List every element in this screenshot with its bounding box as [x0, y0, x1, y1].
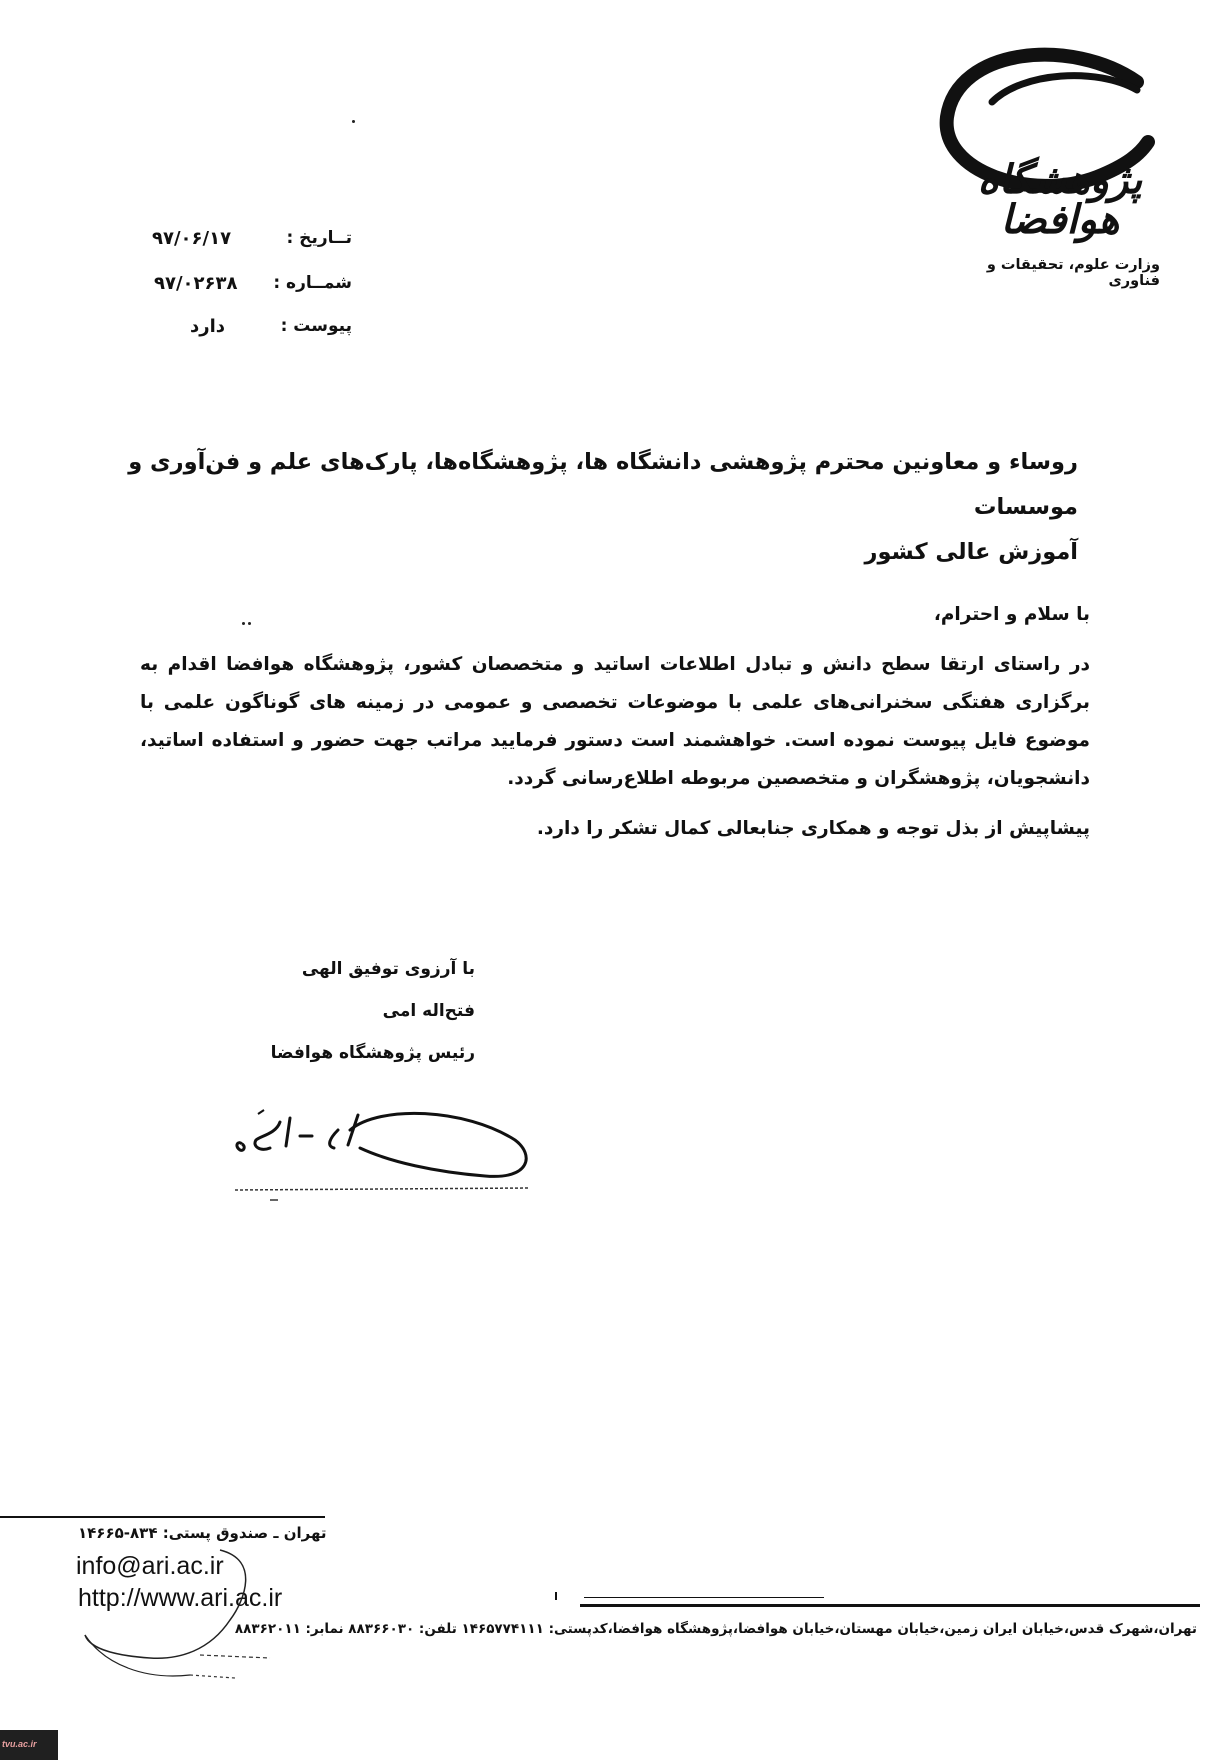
closing-sentence: پیشاپیش از بذل توجه و همکاری جنابعالی کمال تشکر را دارد. — [536, 818, 1090, 839]
footer-email: info@ari.ac.ir — [76, 1552, 224, 1580]
footer-pobox: تهران ـ صندوق پستی: ۸۳۴-۱۴۶۶۵ — [78, 1524, 327, 1542]
recipient-line-2: آموزش عالی کشور — [864, 539, 1078, 565]
footer-divider-left — [0, 1516, 325, 1518]
scan-speck — [352, 120, 355, 123]
date-value: ۹۷/۰۶/۱۷ — [152, 228, 232, 249]
watermark-text: tvu.ac.ir — [2, 1739, 37, 1749]
greeting: با سلام و احترام، — [933, 604, 1090, 625]
signer-title: رئیس پژوهشگاه هوافضا — [270, 1043, 475, 1063]
footer-scribble-icon — [60, 1540, 310, 1690]
recipient-line-1: روساء و معاونین محترم پژوهشی دانشگاه ها، پژوهشگاه‌ها، پارک‌های علم و فن‌آوری و موسسات — [128, 449, 1078, 520]
footer-tick — [555, 1592, 557, 1600]
handwritten-signature-icon — [230, 1100, 535, 1210]
recipient — [128, 440, 1078, 575]
footer-divider-thin — [584, 1597, 824, 1598]
scan-speck — [248, 622, 251, 625]
scan-speck — [242, 622, 245, 625]
signature-block — [225, 948, 475, 1074]
attachment-label: پیوست : — [280, 316, 352, 336]
footer-divider-right — [580, 1604, 1200, 1607]
closing-wish: با آرزوی توفیق الهی — [301, 959, 475, 979]
attachment-value: دارد — [190, 316, 226, 337]
date-row — [152, 228, 352, 258]
logo-text: پژوهشگاه هوافضا — [977, 156, 1143, 243]
number-value: ۹۷/۰۲۶۳۸ — [154, 273, 238, 294]
attachment-row — [152, 316, 352, 346]
footer-website: http://www.ari.ac.ir — [78, 1584, 283, 1612]
body-paragraph: در راستای ارتقا سطح دانش و تبادل اطلاعات اساتید و متخصصان کشور، پژوهشگاه هوافضا اقدام به برگزاری هفتگی سخنرانی‌های علمی با موضوعات تخصصی و عمومی در زمینه های گوناگون علمی با موضوع فایل پیوست نموده است. خواهشمند است دستور فرمایید مراتب جهت حضور و استفاده اساتید، دانشجویان، پژوهشگران و متخصصین مربوطه اطلاع‌رسانی گردد. — [140, 654, 1090, 789]
date-label: تــاریخ : — [286, 228, 352, 248]
number-row — [152, 273, 352, 303]
ministry-name: وزارت علوم، تحقیقات و فناوری — [986, 257, 1160, 289]
footer-address: تهران،شهرک قدس،خیابان ایران زمین،خیابان مهستان،خیابان هوافضا،پژوهشگاه هوافضا،کدپستی: ۱۴۶۵۷۷۴۱۱۱ تلفن: ۸۸۳۶۶۰۳۰ نمابر: ۸۸۳۶۲۰۱۱ — [234, 1621, 1197, 1637]
number-label: شمــاره : — [273, 273, 352, 293]
signer-name: فتح‌اله امی — [382, 1001, 475, 1021]
